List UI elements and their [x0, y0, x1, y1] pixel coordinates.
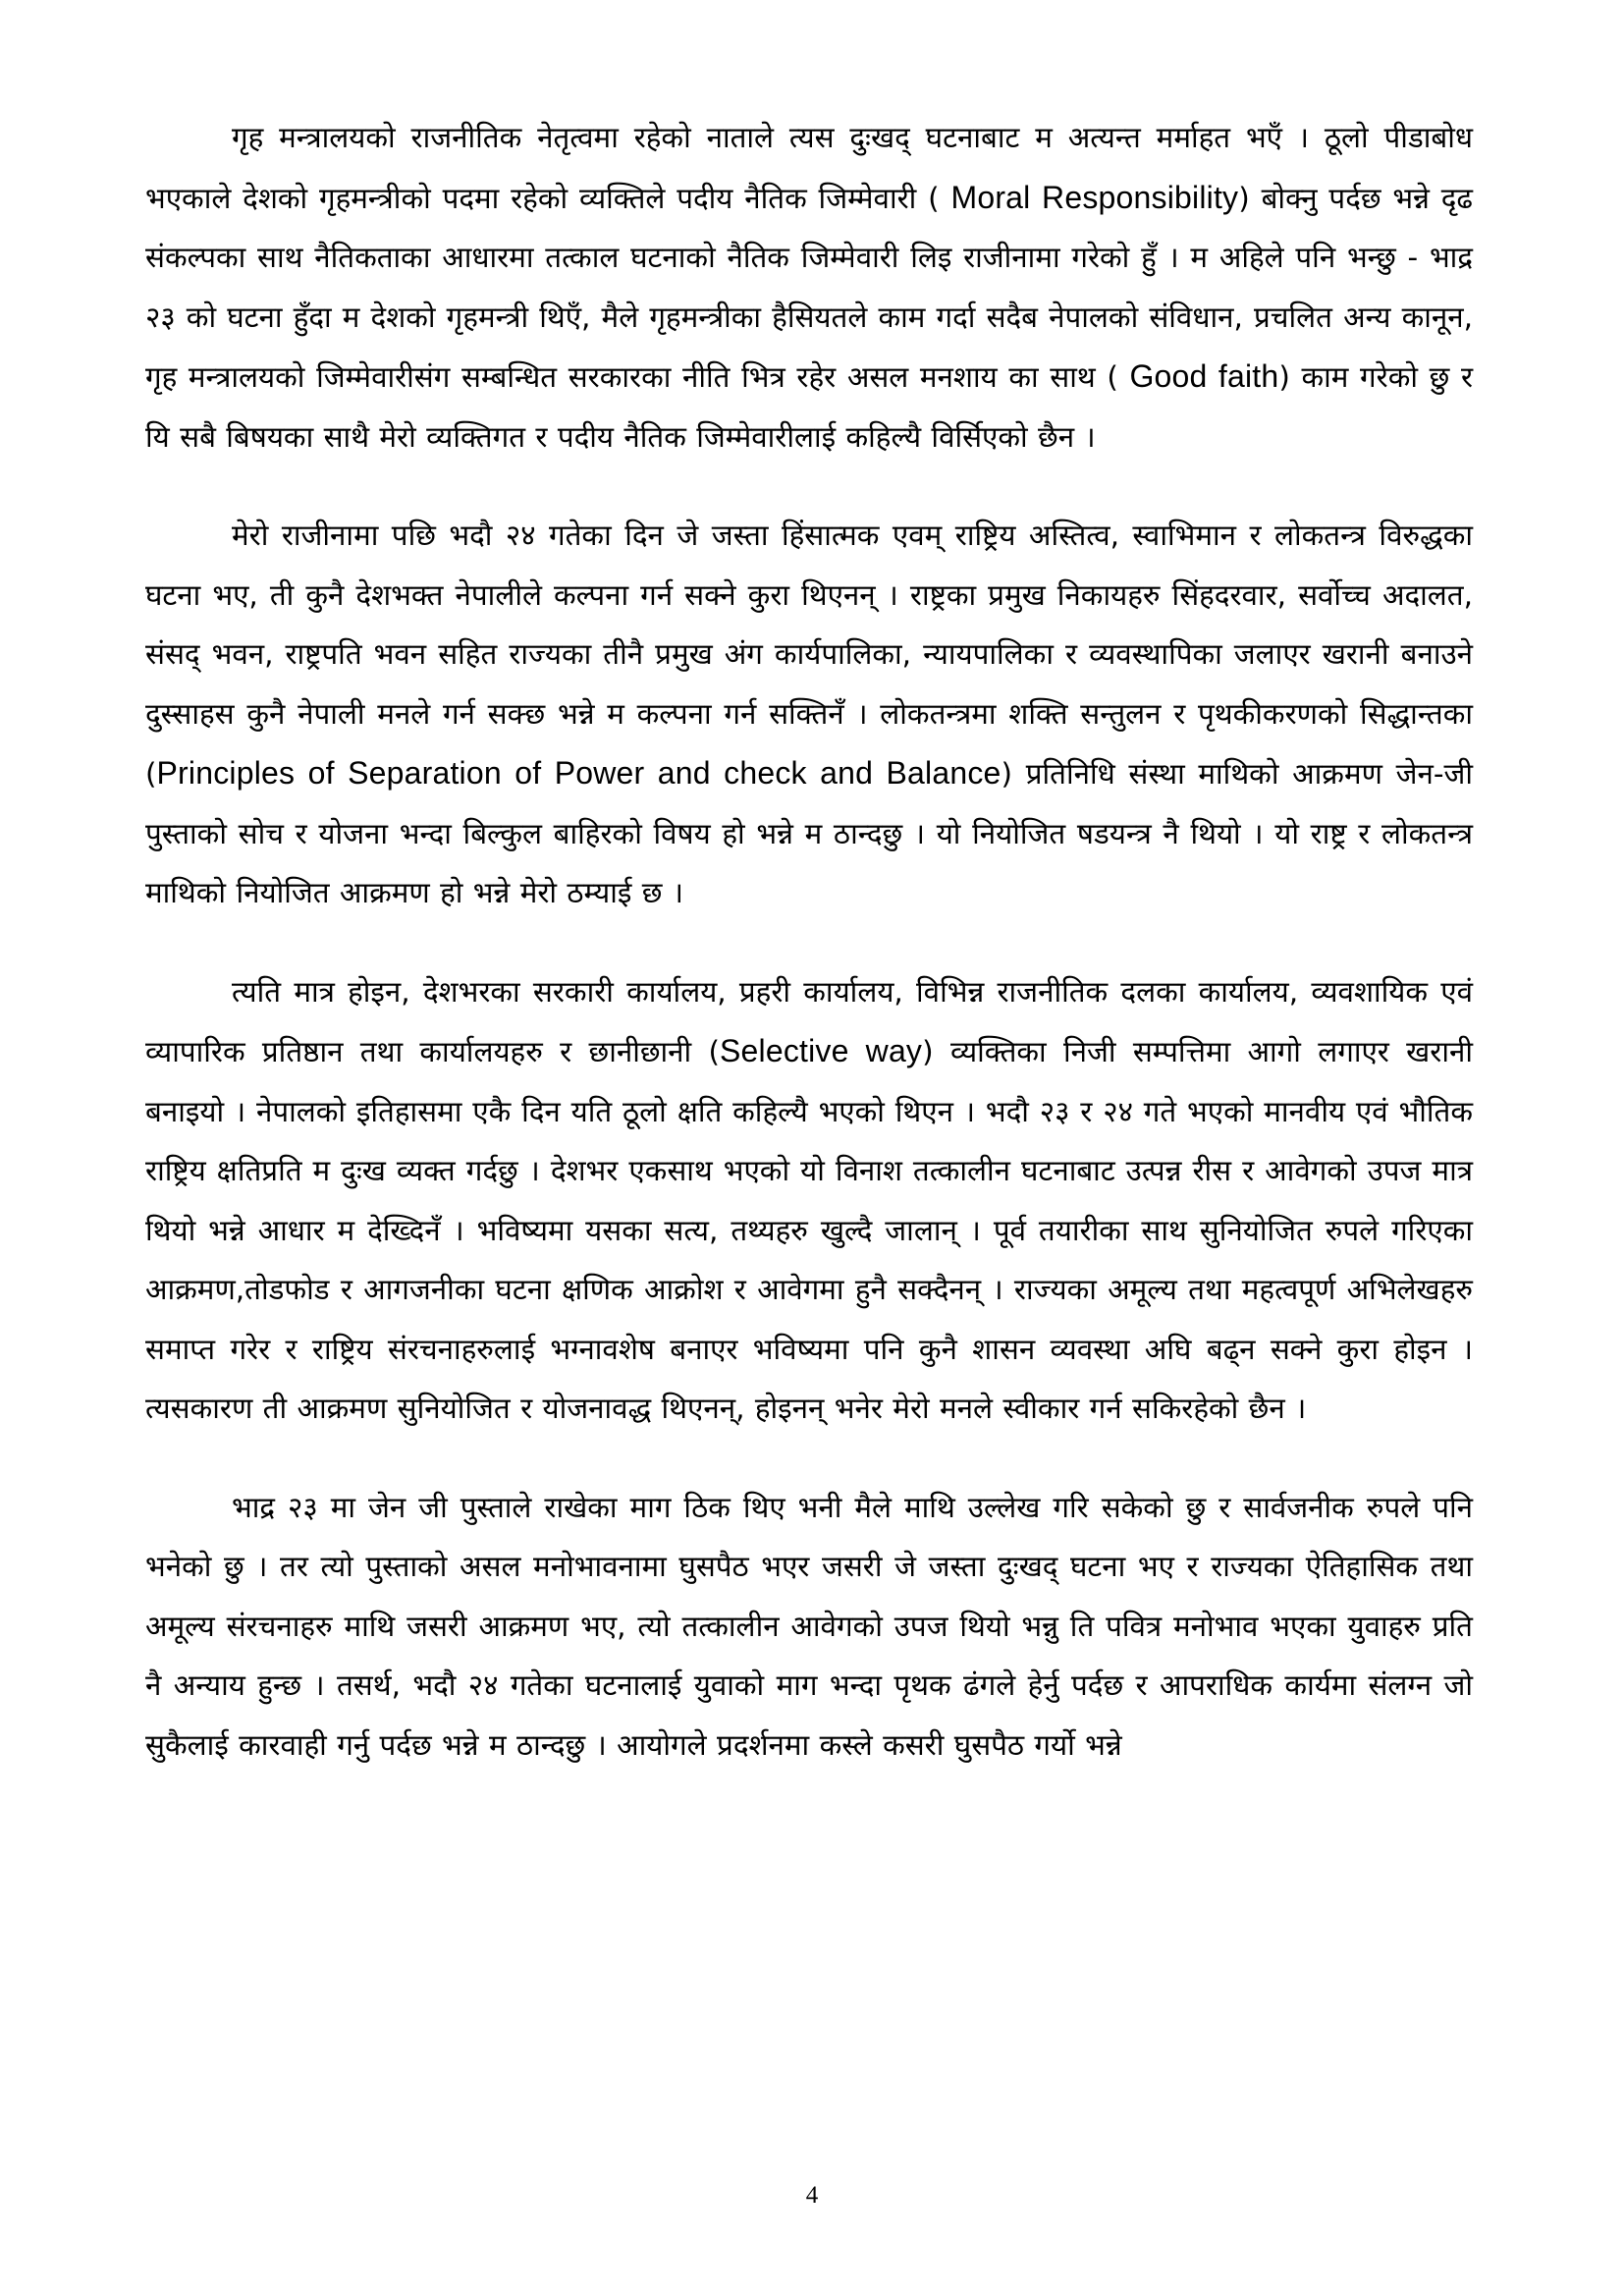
paragraph-2: मेरो राजीनामा पछि भदौ २४ गतेका दिन जे जस्ता हिंसात्मक एवम् राष्ट्रिय अस्तित्व, स्वाभिमान र लोकतन्त्र विरुद्धका घटना भए, ती कुनै देशभक्त नेपालीले कल्पना गर्न सक्ने कुरा थिएनन् । राष्ट्रका प्रमुख निकायहरु सिंहदरवार, सर्वोच्च अदालत, संसद् भवन, राष्ट्रपति भवन सहित राज्यका तीनै प्रमुख अंग कार्यपालिका, न्यायपालिका र व्यवस्थापिका जलाएर खरानी बनाउने दुस्साहस कुनै नेपाली मनले गर्न सक्छ भन्ने म कल्पना गर्न सक्तिनँ । लोकतन्त्रमा शक्ति सन्तुलन र पृथकीकरणको सिद्धान्तका (Principles of Separation of Power and check and Balance) प्रतिनिधि संस्था माथिको आक्रमण जेन-जी पुस्ताको सोच र योजना भन्दा बिल्कुल बाहिरको विषय हो भन्ने म ठान्दछु । यो नियोजित षडयन्त्र नै थियो । यो राष्ट्र र लोकतन्त्र माथिको नियोजित आक्रमण हो भन्ने मेरो ठम्याई छ ।	[145, 519, 1474, 909]
english-term: Good faith	[1129, 358, 1279, 394]
page-number: 4	[805, 2182, 819, 2209]
page-body	[145, 108, 1473, 1775]
english-term: Selective way	[719, 1033, 923, 1068]
paragraph-4: भाद्र २३ मा जेन जी पुस्ताले राखेका माग ठिक थिए भनी मैले माथि उल्लेख गरि सकेको छु र सार्वजनीक रुपले पनि भनेको छु । तर त्यो पुस्ताको असल मनोभावनामा घुसपैठ भएर जसरी जे जस्ता दुःखद् घटना भए र राज्यका ऐतिहासिक तथा अमूल्य संरचनाहरु माथि जसरी आक्रमण भए, त्यो तत्कालीन आवेगको उपज थियो भन्नु ति पवित्र मनोभाव भएका युवाहरु प्रति नै अन्याय हुन्छ । तसर्थ, भदौ २४ गतेका घटनालाई युवाको माग भन्दा पृथक ढंगले हेर्नु पर्दछ र आपराधिक कार्यमा संलग्न जो सुकैलाई कारवाही गर्नु पर्दछ भन्ने म ठान्दछु । आयोगले प्रदर्शनमा कस्ले कसरी घुसपैठ गर्यो भन्ने	[145, 1490, 1473, 1762]
english-term: Principles of Separation of Power and check and Balance	[156, 755, 1001, 791]
english-term: Moral Responsibility	[950, 179, 1239, 215]
paragraph-3: त्यति मात्र होइन, देशभरका सरकारी कार्यालय, प्रहरी कार्यालय, विभिन्न राजनीतिक दलका कार्यालय, व्यवशायिक एवं व्यापारिक प्रतिष्ठान तथा कार्यालयहरु र छानीछानी (Selective way) व्यक्तिका निजी सम्पत्तिमा आगो लगाएर खरानी बनाइयो । नेपालको इतिहासमा एकै दिन यति ठूलो क्षति कहिल्यै भएको थिएन । भदौ २३ र २४ गते भएको मानवीय एवं भौतिक राष्ट्रिय क्षतिप्रति म दुःख व्यक्त गर्दछु । देशभर एकसाथ भएको यो विनाश तत्कालीन घटनाबाट उत्पन्न रीस र आवेगको उपज मात्र थियो भन्ने आधार म देख्दिनँ । भविष्यमा यसका सत्य, तथ्यहरु खुल्दै जालान् । पूर्व तयारीका साथ सुनियोजित रुपले गरिएका आक्रमण,तोडफोड र आगजनीका घटना क्षणिक आक्रोश र आवेगमा हुनै सक्दैनन् । राज्यका अमूल्य तथा महत्वपूर्ण अभिलेखहरु समाप्त गरेर र राष्ट्रिय संरचनाहरुलाई भग्नावशेष बनाएर भविष्यमा पनि कुनै शासन व्यवस्था अघि बढ्न सक्ने कुरा होइन । त्यसकारण ती आक्रमण सुनियोजित र योजनावद्ध थिएनन्, होइनन् भनेर मेरो मनले स्वीकार गर्न सकिरहेको छैन ।	[145, 974, 1473, 1425]
paragraph-1: गृह मन्त्रालयको राजनीतिक नेतृत्वमा रहेको नाताले त्यस दुःखद् घटनाबाट म अत्यन्त मर्माहत भएँ । ठूलो पीडाबोध भएकाले देशको गृहमन्त्रीको पदमा रहेको व्यक्तिले पदीय नैतिक जिम्मेवारी ( Moral Responsibility) बोक्नु पर्दछ भन्ने दृढ संकल्पका साथ नैतिकताका आधारमा तत्काल घटनाको नैतिक जिम्मेवारी लिइ राजीनामा गरेको हुँ । म अहिले पनि भन्छु - भाद्र २३ को घटना हुँदा म देशको गृहमन्त्री थिएँ, मैले गृहमन्त्रीका हैसियतले काम गर्दा सदैब नेपालको संविधान, प्रचलित अन्य कानून, गृह मन्त्रालयको जिम्मेवारीसंग सम्बन्धित सरकारका नीति भित्र रहेर असल मनशाय का साथ ( Good faith) काम गरेको छु र यि सबै बिषयका साथै मेरो व्यक्तिगत र पदीय नैतिक जिम्मेवारीलाई कहिल्यै विर्सिएको छैन ।	[145, 121, 1474, 454]
